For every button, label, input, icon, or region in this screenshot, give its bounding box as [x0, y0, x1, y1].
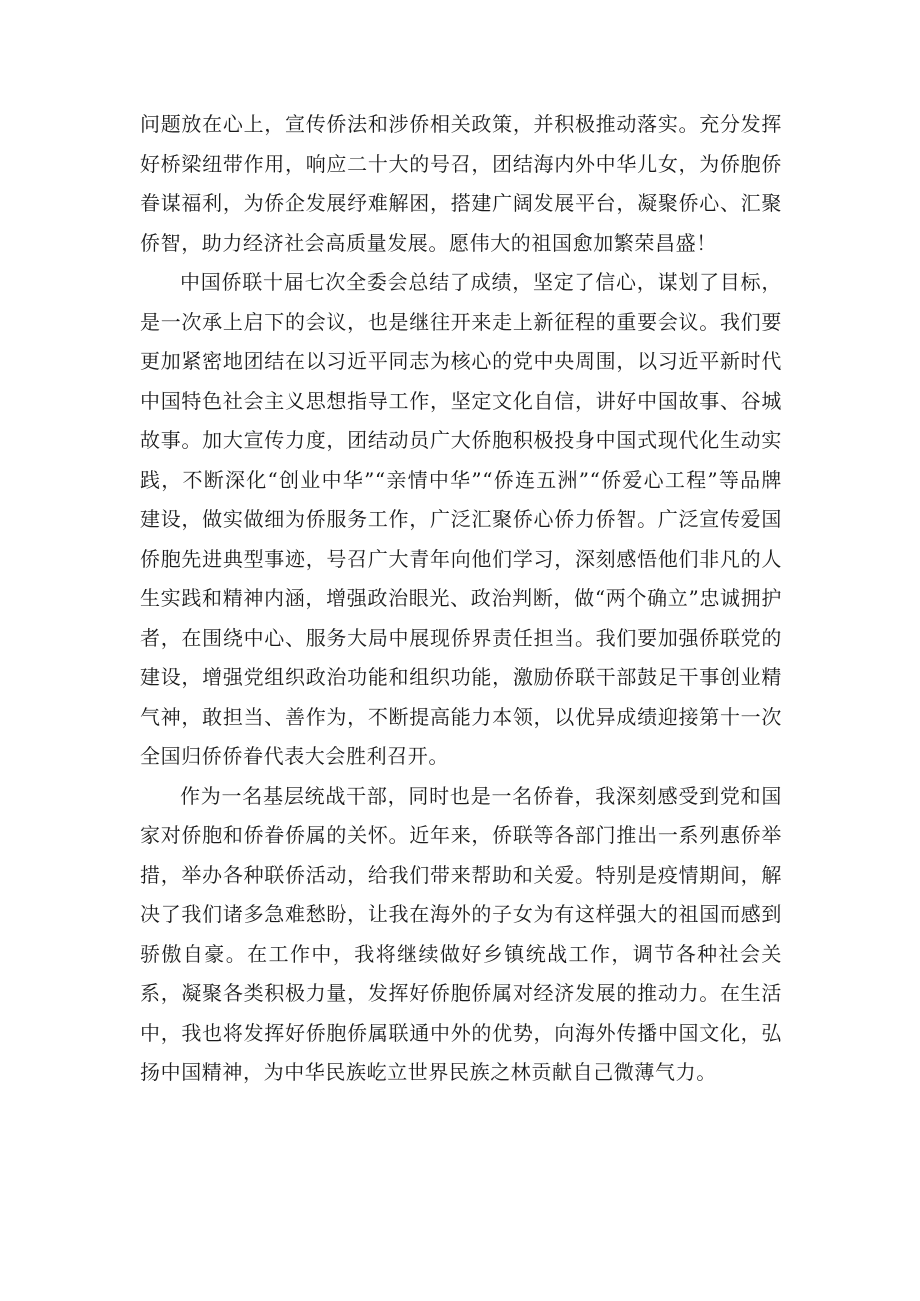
- paragraph: 中国侨联十届七次全委会总结了成绩，坚定了信心，谋划了目标，是一次承上启下的会议，也是继往开来走上新征程的重要会议。我们要更加紧密地团结在以习近平同志为核心的党中央周围，以习近平新时代中国特色社会主义思想指导工作，坚定文化自信，讲好中国故事、谷城故事。加大宣传力度，团结动员广大侨胞积极投身中国式现代化生动实践，不断深化“创业中华”“亲情中华”“侨连五洲”“侨爱心工程”等品牌建设，做实做细为侨服务工作，广泛汇聚侨心侨力侨智。广泛宣传爱国侨胞先进典型事迹，号召广大青年向他们学习，深刻感悟他们非凡的人生实践和精神内涵，增强政治眼光、政治判断，做“两个确立”忠诚拥护者，在围绕中心、服务大局中展现侨界责任担当。我们要加强侨联党的建设，增强党组织政治功能和组织功能，激励侨联干部鼓足干事创业精气神，敢担当、善作为，不断提高能力本领，以优异成绩迎接第十一次全国归侨侨眷代表大会胜利召开。: [140, 270, 782, 768]
- document-body: [140, 105, 782, 1093]
- paragraph: 作为一名基层统战干部，同时也是一名侨眷，我深刻感受到党和国家对侨胞和侨眷侨属的关怀。近年来，侨联等各部门推出一系列惠侨举措，举办各种联侨活动，给我们带来帮助和关爱。特别是疫情期间，解决了我们诸多急难愁盼，让我在海外的子女为有这样强大的祖国而感到骄傲自豪。在工作中，我将继续做好乡镇统战工作，调节各种社会关系，凝聚各类积极力量，发挥好侨胞侨属对经济发展的推动力。在生活中，我也将发挥好侨胞侨属联通中外的优势，向海外传播中国文化，弘扬中国精神，为中华民族屹立世界民族之林贡献自己微薄气力。: [140, 783, 782, 1084]
- paragraph-continued: 问题放在心上，宣传侨法和涉侨相关政策，并积极推动落实。充分发挥好桥梁纽带作用，响应二十大的号召，团结海内外中华儿女，为侨胞侨眷谋福利，为侨企发展纾难解困，搭建广阔发展平台，凝聚侨心、汇聚侨智，助力经济社会高质量发展。愿伟大的祖国愈加繁荣昌盛！: [140, 112, 782, 255]
